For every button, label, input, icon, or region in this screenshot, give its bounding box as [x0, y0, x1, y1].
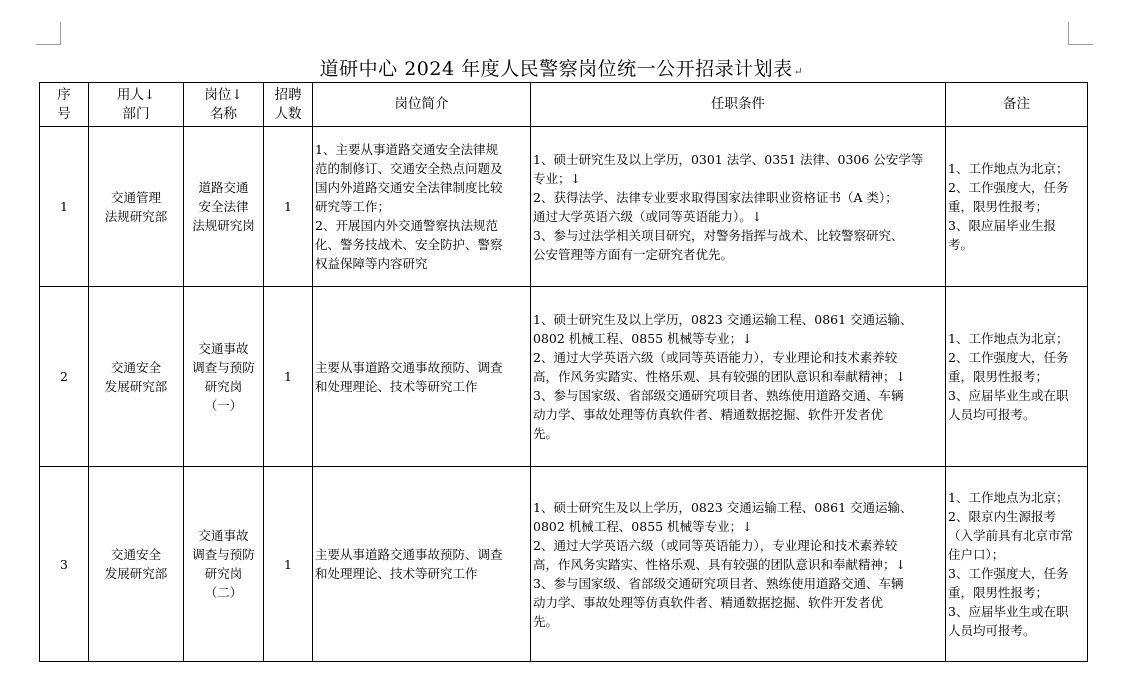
cell-notes — [946, 127, 1088, 287]
cell-text-line: 交通安全 — [110, 359, 161, 375]
cell-department — [89, 287, 184, 467]
cell-recruit-count — [264, 287, 313, 467]
cell-text-line: 交通事故 — [198, 528, 249, 543]
cell-text-line: 高，作风务实踏实、性格乐观、具有较强的团队意识和奉献精神；↓ — [533, 556, 906, 572]
header-text-line: 人数 — [274, 105, 302, 122]
cell-text-line: 0802 机械工程、0855 机械等专业；↓ — [533, 518, 753, 534]
header-text-line: 序 — [57, 86, 71, 103]
cell-text-line: 和处理理论、技术等研究工作 — [315, 378, 478, 394]
header-text-line: 任职条件 — [711, 96, 765, 112]
cell-text-line: 2、通过大学英语六级（或同等英语能力），专业理论和技术素养较 — [533, 350, 898, 365]
cell-recruit-count — [264, 467, 313, 662]
cell-text-line: （二） — [204, 585, 243, 600]
cell-text-line: 1 — [60, 199, 68, 214]
cell-text-line: 1 — [284, 199, 292, 214]
page-title — [0, 56, 1123, 85]
cell-text-line: 研究等工作； — [315, 199, 391, 214]
cell-text-line: 安全法律 — [198, 199, 249, 214]
header-text-line: 岗位简介 — [394, 96, 449, 112]
cell-text-line: 专业；↓ — [533, 170, 581, 186]
cell-text-line: 发展研究部 — [104, 378, 168, 394]
header-count — [264, 83, 313, 127]
cell-text-line: 1、硕士研究生及以上学历，0301 法学、0351 法律、0306 公安学等 — [533, 151, 924, 167]
cell-text-line: 人员均可报考。 — [948, 623, 1036, 638]
cell-text-line: 通过大学英语六级（或同等英语能力）。↓ — [533, 208, 763, 224]
cell-recruit-count — [264, 127, 313, 287]
cell-text-line: 和处理理论、技术等研究工作 — [315, 566, 478, 581]
cell-text-line: 国内外道路交通安全法律制度比较 — [315, 180, 503, 195]
cell-text-line: 交通事故 — [198, 340, 249, 356]
cell-text-line: 2、工作强度大，任务 — [948, 180, 1069, 195]
cell-text-line: 住户口）； — [948, 547, 1005, 562]
header-no — [40, 83, 89, 127]
cell-text-line: 3、参与国家级、省部级交通研究项目者、熟练使用道路交通、车辆 — [533, 388, 904, 403]
cell-position-name — [184, 127, 264, 287]
cell-text-line: 3、工作强度大，任务 — [948, 566, 1069, 581]
cell-notes — [946, 467, 1088, 662]
header-position — [184, 83, 264, 127]
cell-text-line: 2、获得法学、法律专业要求取得国家法律职业资格证书（A 类）； — [533, 189, 898, 205]
cell-text-line: 权益保障等内容研究 — [315, 256, 428, 271]
header-text-line: 备注 — [1003, 96, 1030, 112]
cell-text-line: 3、应届毕业生或在职 — [948, 388, 1069, 403]
cell-text-line: 1、硕士研究生及以上学历，0823 交通运输工程、0861 交通运输、 — [533, 312, 913, 327]
title-text: 道研中心 2024 年度人民警察岗位统一公开招录计划表 — [319, 58, 793, 80]
cell-notes — [946, 287, 1088, 467]
cell-text-line: 范的制修订、交通安全热点问题及 — [315, 161, 503, 176]
header-text-line: 用人↓ — [116, 86, 156, 103]
header-text-line: 名称 — [210, 105, 237, 122]
cell-serial-no — [40, 127, 89, 287]
cell-department — [89, 127, 184, 287]
cell-text-line: 法规研究岗 — [192, 218, 255, 233]
recruitment-plan-table — [39, 82, 1088, 662]
cell-text-line: 交通安全 — [110, 547, 161, 562]
header-requirements — [531, 83, 946, 127]
cell-text-line: 交通管理 — [110, 189, 161, 205]
cell-text-line: 3、限应届毕业生报 — [948, 218, 1056, 233]
header-dept — [89, 83, 184, 127]
cell-text-line: 考。 — [948, 237, 974, 252]
cell-text-line: 先。 — [533, 613, 559, 629]
cell-text-line: 法规研究部 — [104, 208, 168, 224]
page-corner-mark-top-right — [1068, 22, 1093, 45]
cell-text-line: 高，作风务实踏实、性格乐观、具有较强的团队意识和奉献精神；↓ — [533, 369, 906, 384]
cell-text-line: 1、工作地点为北京； — [948, 331, 1069, 346]
cell-text-line: 3、参与过法学相关项目研究，对警务指挥与战术、比较警察研究、 — [533, 227, 904, 243]
cell-text-line: 2 — [60, 369, 68, 384]
paragraph-mark-icon: ↵ — [793, 65, 804, 78]
cell-text-line: 2、通过大学英语六级（或同等英语能力），专业理论和技术素养较 — [533, 537, 898, 553]
cell-requirements — [531, 127, 946, 287]
cell-text-line: 公安管理等方面有一定研究者优先。 — [533, 246, 734, 262]
cell-text-line: 重，限男性报考； — [948, 369, 1049, 384]
cell-text-line: 2、开展国内外交通警察执法规范 — [315, 218, 498, 233]
cell-text-line: 研究岗 — [204, 378, 243, 394]
cell-text-line: 3、应届毕业生或在职 — [948, 604, 1069, 619]
cell-text-line: 重，限男性报考； — [948, 199, 1049, 214]
cell-position-intro — [313, 287, 531, 467]
header-text-line: 招聘 — [274, 86, 302, 103]
table-row — [40, 287, 1088, 467]
cell-text-line: 3、参与国家级、省部级交通研究项目者、熟练使用道路交通、车辆 — [533, 575, 904, 591]
cell-department — [89, 467, 184, 662]
cell-position-name — [184, 467, 264, 662]
cell-text-line: 化、警务技战术、安全防护、警察 — [315, 237, 503, 252]
cell-text-line: 主要从事道路交通事故预防、调查 — [315, 547, 503, 562]
header-text-line: 号 — [57, 105, 71, 122]
cell-text-line: 3 — [60, 556, 68, 572]
cell-text-line: 发展研究部 — [104, 566, 168, 581]
cell-text-line: 1、工作地点为北京； — [948, 161, 1069, 176]
cell-position-intro — [313, 127, 531, 287]
cell-serial-no — [40, 467, 89, 662]
cell-requirements — [531, 467, 946, 662]
header-intro — [313, 83, 531, 127]
table-header-row — [40, 83, 1088, 127]
cell-text-line: 先。 — [533, 426, 559, 441]
cell-text-line: 1 — [284, 556, 292, 572]
cell-text-line: 道路交通 — [198, 180, 249, 195]
cell-text-line: 调查与预防 — [192, 547, 255, 562]
cell-text-line: 1、工作地点为北京； — [948, 490, 1069, 505]
cell-text-line: 1、硕士研究生及以上学历，0823 交通运输工程、0861 交通运输、 — [533, 499, 913, 515]
table-row — [40, 467, 1088, 662]
cell-text-line: 2、工作强度大，任务 — [948, 350, 1069, 365]
header-notes — [946, 83, 1088, 127]
header-text-line: 岗位↓ — [204, 86, 243, 103]
cell-text-line: 调查与预防 — [192, 359, 255, 375]
cell-text-line: 2、限京内生源报考 — [948, 509, 1056, 524]
cell-text-line: 动力学、事故处理等仿真软件者、精通数据挖掘、软件开发者优 — [533, 407, 884, 422]
cell-serial-no — [40, 287, 89, 467]
cell-text-line: 重，限男性报考； — [948, 585, 1049, 600]
cell-text-line: （入学前具有北京市常 — [948, 528, 1074, 543]
cell-position-intro — [313, 467, 531, 662]
cell-text-line: 1、主要从事道路交通安全法律规 — [315, 142, 498, 157]
cell-text-line: 动力学、事故处理等仿真软件者、精通数据挖掘、软件开发者优 — [533, 594, 884, 610]
cell-text-line: 人员均可报考。 — [948, 407, 1036, 422]
table-row — [40, 127, 1088, 287]
header-text-line: 部门 — [122, 105, 150, 122]
page-corner-mark-top-left — [36, 22, 61, 45]
cell-text-line: 研究岗 — [204, 566, 243, 581]
cell-position-name — [184, 287, 264, 467]
cell-text-line: 0802 机械工程、0855 机械等专业；↓ — [533, 331, 753, 346]
cell-text-line: （一） — [204, 397, 243, 413]
cell-text-line: 主要从事道路交通事故预防、调查 — [315, 359, 503, 375]
cell-requirements — [531, 287, 946, 467]
cell-text-line: 1 — [284, 369, 292, 384]
